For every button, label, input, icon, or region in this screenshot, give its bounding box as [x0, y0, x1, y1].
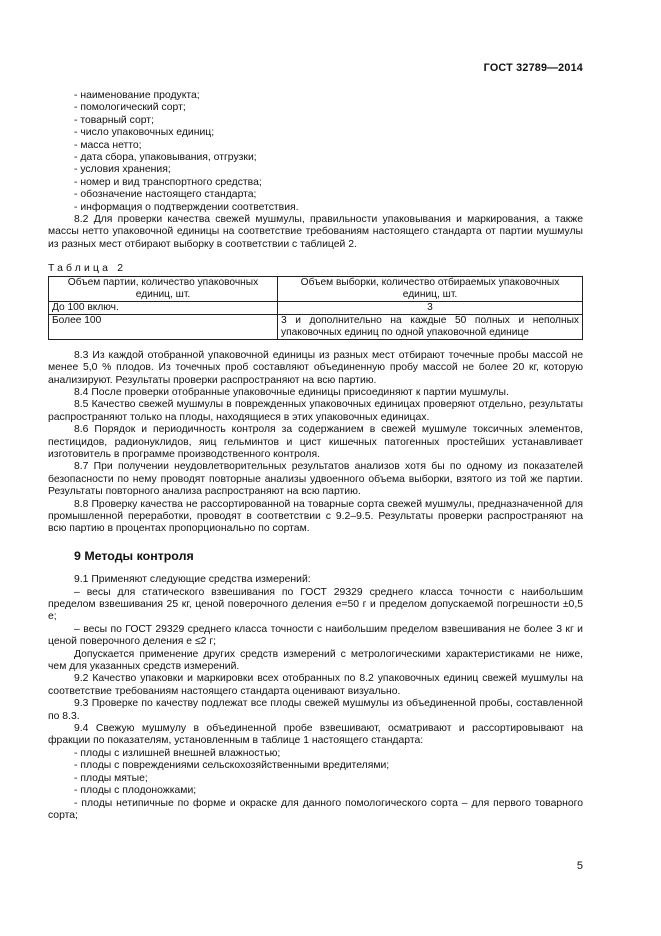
page-number: 5: [576, 860, 583, 872]
paragraph-8-7: 8.7 При получении неудовлетворительных результатов анализов хотя бы по одному из показателей безопасности по нему проводят повторные анализы удвоенного объема выборки, взятого из той же партии. Результаты повторного анализа распространяют на всю партию.: [48, 461, 583, 498]
marking-list: [48, 90, 583, 214]
paragraph-8-5: 8.5 Качество свежей мушмулы в поврежденных упаковочных единицах проверяют отдельно, результаты распространяют только на плоды, находящиеся в этих упаковочных единицах.: [48, 399, 583, 423]
paragraph-8-3: 8.3 Из каждой отобранной упаковочной единицы из разных мест отбирают точечные пробы массой не менее 5,0 % плодов. Из точечных проб составляют объединенную пробу массой не более 20 кг, которую анализируют. Результаты проверки распространяют на всю партию.: [48, 349, 583, 386]
paragraph-8-8: 8.8 Проверку качества не рассортированной на товарные сорта свежей мушмулы, предназначенной для промышленной переработки, проводят в соответствии с 9.2–9.5. Результаты проверки распространяют на всю партию в процентах пропорционально по сортам.: [48, 498, 583, 535]
paragraph-9-3: 9.3 Проверке по качеству подлежат все плоды свежей мушмулы из объединенной пробы, составленной по 8.3.: [48, 698, 583, 722]
table-cell: 3: [278, 301, 583, 314]
document-code: ГОСТ 32789—2014: [483, 62, 583, 74]
table-cell: Более 100: [49, 314, 278, 339]
page-content: [48, 90, 583, 822]
table-cell: До 100 включ.: [49, 301, 278, 314]
paragraph-8-6: 8.6 Порядок и периодичность контроля за содержанием в свежей мушмуле токсичных элементов, пестицидов, радионуклидов, яиц гельминтов и цист кишечных патогенных простейших устанавливает изготовитель в программе производственного контроля.: [48, 424, 583, 460]
fraction-list: [48, 748, 583, 822]
paragraph-9-1-b: – весы по ГОСТ 29329 среднего класса точности с наибольшим пределом взвешивания не более 3 кг и ценой поверочного деления e ≤2 г;: [48, 623, 583, 648]
paragraph-9-1-c: Допускается применение других средств измерений с метрологическими характеристиками не ниже, чем для указанных средств измерений.: [48, 648, 583, 673]
table-caption: Таблица 2: [48, 263, 127, 275]
section-heading: 9 Методы контроля: [74, 548, 194, 563]
table-header-row: [49, 276, 583, 301]
list-item: - товарный сорт;: [74, 114, 154, 126]
list-item: - число упаковочных единиц;: [74, 127, 215, 139]
list-item: - плоды мятые;: [74, 772, 148, 784]
list-item: - условия хранения;: [74, 164, 171, 176]
list-item: - плоды с повреждениями сельскохозяйственными вредителями;: [74, 760, 390, 772]
paragraph-8-2: 8.2 Для проверки качества свежей мушмулы, правильности упаковывания и маркирования, а также массы нетто упаковочной единицы на соответствие требованиям настоящего стандарта от партии мушмулы из разных мест отбирают выборку в соответствии с таблицей 2.: [48, 214, 583, 250]
list-item: - дата сбора, упаковывания, отгрузки;: [74, 152, 257, 164]
list-item: - плоды с плодоножками;: [74, 785, 197, 797]
list-item: - плоды с излишней внешней влажностью;: [74, 747, 281, 759]
paragraph-9-1-a: – весы для статического взвешивания по ГОСТ 29329 среднего класса точности с наибольшим пределом взвешивания 25 кг, ценой поверочного деления e=50 г и пределом допускаемой погрешности ±0,5 e;: [48, 586, 583, 623]
table-header-cell: Объем выборки, количество отбираемых упаковочных единиц, шт.: [278, 276, 583, 301]
list-item: - масса нетто;: [74, 139, 142, 151]
paragraph-9-4: 9.4 Свежую мушмулу в объединенной пробе взвешивают, осматривают и рассортировывают на фракции по показателям, установленным в таблице 1 настоящего стандарта:: [48, 723, 583, 747]
list-item: - наименование продукта;: [74, 90, 200, 101]
table-row: [49, 314, 583, 339]
list-item: - номер и вид транспортного средства;: [74, 176, 262, 188]
table-cell: 3 и дополнительно на каждые 50 полных и неполных упаковочных единиц по одной упаковочной единице: [278, 314, 583, 339]
section-8-continued: [48, 350, 583, 536]
list-item: - информация о подтверждении соответствия.: [74, 201, 299, 213]
paragraph-9-1: 9.1 Применяют следующие средства измерений:: [74, 574, 311, 586]
table-row: [49, 301, 583, 314]
sample-size-table: [48, 276, 583, 340]
list-item: - обозначение настоящего стандарта;: [74, 189, 257, 201]
paragraph-9-2: 9.2 Качество упаковки и маркировки всех отобранных по 8.2 упаковочных единиц свежей мушмулы на соответствие требованиям настоящего стандарта оценивают визуально.: [48, 673, 583, 697]
list-item: - плоды нетипичные по форме и окраске для данного помологического сорта – для первого товарного сорта;: [48, 797, 583, 821]
paragraph-8-4: 8.4 После проверки отобранные упаковочные единицы присоединяют к партии мушмулы.: [74, 386, 509, 398]
list-item: - помологический сорт;: [74, 102, 186, 114]
table-header-cell: Объем партии, количество упаковочных единиц, шт.: [49, 276, 278, 301]
